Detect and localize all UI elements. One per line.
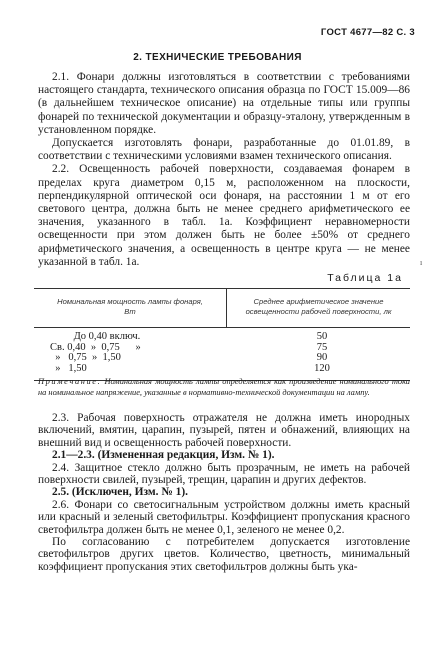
running-head: ГОСТ 4677—82 С. 3 [320, 27, 415, 38]
column-header-power: Номинальная мощность лампы фонаря, Вт [34, 289, 227, 327]
note-label: Примечание. [38, 377, 102, 386]
table-cell-lux: 50 [316, 331, 328, 342]
paragraph-2-2: 2.2. Освещенность рабочей поверхности, создаваемая фонарем в пределах круга диаметром 0,15 м, расположенном на плоскости, перпендикулярной оптической оси фонаря, на расстоянии 1 м от его светового центра, должна быть не менее среднего арифметического ее значения, указанного в табл. 1а. Коэффициент неравномерности освещенности при этом должен быть не более ±50% от среднего арифметического значения, а освещенность в центре круга — не менее указанной в табл. 1а. [38, 163, 410, 268]
table-cell-power: » 0,75 » 1,50 [50, 352, 121, 364]
table-note [38, 377, 410, 398]
paragraph-2-5: 2.5. (Исключен, Изм. № 1). [52, 486, 188, 499]
table-cell-lux: 75 [316, 341, 328, 353]
illuminance-column [226, 332, 410, 374]
table-cell-lux: 120 [314, 362, 330, 374]
paragraph-permission: Допускается изготовлять фонари, разработанные до 01.01.89, в соответствии с техническими условиями взамен технического описания. [38, 137, 410, 163]
table-caption: Таблица 1а [327, 272, 403, 284]
table-cell-power: Св. 0,40 » 0,75 » [50, 341, 141, 353]
note-text: Номинальная мощность лампы определяется как произведение номинального тока на номинальное напряжение, указанные в нормативно-технической документации на лампу. [38, 377, 410, 397]
table-cell-power: » 1,50 [50, 362, 87, 374]
top-text-block [38, 71, 410, 269]
table-header [34, 289, 410, 328]
amendment-2-1-2-3: 2.1—2.3. (Измененная редакция, Изм. № 1). [52, 449, 275, 462]
table-1a [34, 288, 410, 381]
power-column [34, 332, 226, 374]
paragraph-2-3: 2.3. Рабочая поверхность отражателя не должна иметь инородных включений, вмятин, царапин, пузырей, пятен и обнажений, влияющих на внешний вид и освещенность рабочей поверхности. [38, 412, 410, 449]
edge-mark: ı [420, 258, 423, 267]
bottom-text-block [38, 412, 410, 573]
paragraph-2-6: 2.6. Фонари со светосигнальным устройством должны иметь красный или красный и зеленый светофильтры. Коэффициент пропускания красного светофильтра должен быть не менее 0,1, зеленого не менее 0,2. [38, 498, 410, 536]
paragraph-filters-agreement: По согласованию с потребителем допускается изготовление светофильтров других цветов. Количество, цветность, минимальный коэффициент пропускания этих светофильтров должны быть ука- [38, 536, 410, 573]
section-title: 2. ТЕХНИЧЕСКИЕ ТРЕБОВАНИЯ [133, 52, 302, 63]
paragraph-2-1: 2.1. Фонари должны изготовляться в соответствии с требованиями настоящего стандарта, технического описания образца по ГОСТ 15.009—86 (в дальнейшем техническое описание) на отдельные типы или группы фонарей по технической документации и образцу-эталону, утвержденным в установленном порядке. [38, 71, 410, 136]
table-body [34, 328, 410, 380]
table-cell-power: До 0,40 включ. [50, 331, 141, 342]
table-cell-lux: 90 [316, 352, 328, 364]
column-header-illuminance: Среднее арифметическое значение освещенности рабочей поверхности, лк [245, 297, 392, 316]
paragraph-2-4: 2.4. Защитное стекло должно быть прозрачным, не иметь на рабочей поверхности свилей, пузырей, трещин, царапин и других дефектов. [38, 461, 410, 487]
